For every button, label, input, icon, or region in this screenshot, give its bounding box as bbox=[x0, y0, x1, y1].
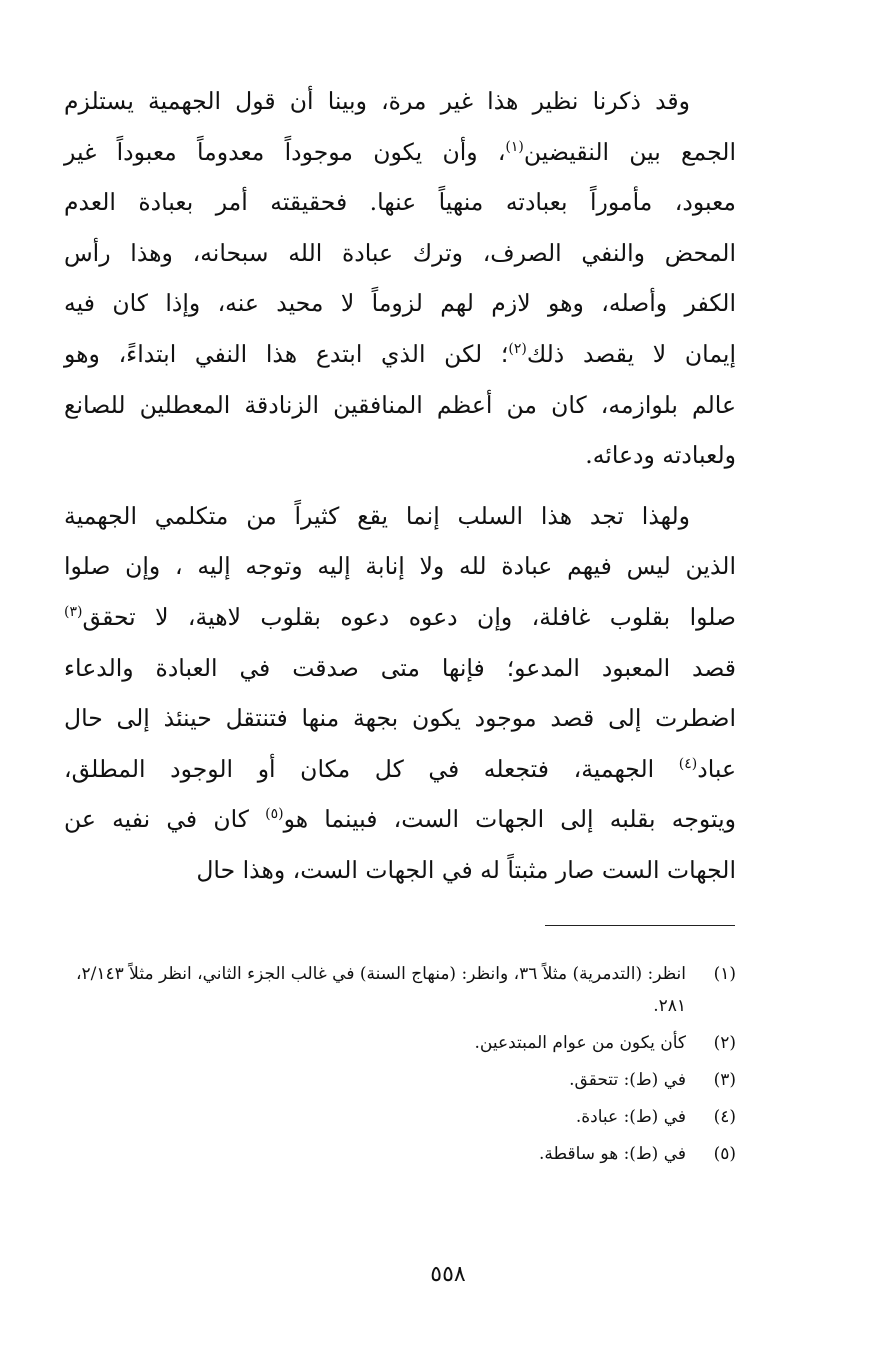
footnote bbox=[64, 1101, 736, 1133]
text-line: اضطرت إلى قصد موجود يكون بجهة منها فتنتقل حينئذ إلى حال bbox=[64, 704, 736, 733]
text-line: ولهذا تجد هذا السلب إنما يقع كثيراً من متكلمي الجهمية bbox=[64, 501, 690, 530]
footnotes bbox=[64, 958, 736, 1175]
footnote-text: انظر: (التدمرية) مثلاً ٣٦، وانظر: (منهاج السنة) في غالب الجزء الثاني، انظر مثلاً ٢/١٤٣، ٢٨١. bbox=[76, 964, 686, 1016]
footnote-marker: (٣) bbox=[64, 603, 83, 620]
text-line: ولعبادته ودعائه. bbox=[585, 441, 736, 470]
text-segment: ، وأن يكون موجوداً معدوماً معبوداً غير bbox=[64, 137, 506, 166]
footnote-separator bbox=[545, 925, 735, 926]
text-line bbox=[64, 744, 736, 795]
text-line bbox=[64, 592, 736, 643]
text-segment: إيمان لا يقصد ذلك bbox=[526, 339, 736, 368]
footnote bbox=[64, 1064, 736, 1096]
footnote-text: في (ط): هو ساقطة. bbox=[539, 1144, 686, 1164]
text-segment: ويتوجه بقلبه إلى الجهات الست، فبينما هو bbox=[283, 805, 736, 834]
text-segment: الجهمية، فتجعله في كل مكان أو الوجود المطلق، bbox=[64, 754, 679, 783]
footnote-marker: (٤) bbox=[678, 755, 698, 772]
footnote-marker: (١) bbox=[505, 138, 524, 155]
footnote-number: (٤) bbox=[713, 1107, 736, 1127]
text-segment: صلوا بقلوب غافلة، وإن دعوه دعوه بقلوب لاهية، لا تحقق bbox=[82, 602, 736, 631]
footnote-text: في (ط): تتحقق. bbox=[569, 1070, 686, 1090]
text-line: الجهات الست صار مثبتاً له في الجهات الست، وهذا حال bbox=[196, 855, 736, 884]
footnote-number: (٥) bbox=[713, 1144, 736, 1164]
text-line bbox=[64, 794, 736, 845]
footnote-marker: (٢) bbox=[508, 340, 527, 357]
footnote-marker: (٥) bbox=[265, 806, 284, 823]
text-segment: كان في نفيه عن bbox=[64, 805, 266, 834]
text-line: عالم بلوازمه، كان من أعظم المنافقين الزنادقة المعطلين للصانع bbox=[64, 390, 736, 419]
footnote-number: (٢) bbox=[713, 1033, 736, 1053]
text-segment: عباد bbox=[697, 754, 736, 783]
text-segment: ؛ لكن الذي ابتدع هذا النفي ابتداءً، وهو bbox=[64, 339, 509, 368]
footnote bbox=[64, 958, 736, 1022]
text-line: الذين ليس فيهم عبادة لله ولا إنابة إليه وتوجه إليه ، وإن صلوا bbox=[64, 552, 736, 581]
footnote-text: كأن يكون من عوام المبتدعين. bbox=[474, 1033, 686, 1053]
main-text bbox=[64, 76, 736, 896]
text-line: المحض والنفي الصرف، وترك عبادة الله سبحانه، وهذا رأس bbox=[64, 238, 736, 267]
footnote bbox=[64, 1138, 736, 1170]
paragraph-2 bbox=[64, 491, 736, 896]
footnote-number: (٣) bbox=[713, 1070, 736, 1090]
footnote-number: (١) bbox=[713, 964, 736, 984]
paragraph-1 bbox=[64, 76, 736, 481]
text-line: معبود، مأموراً بعبادته منهياً عنها. فحقيقته أمر بعبادة العدم bbox=[64, 188, 736, 217]
page-number: ٥٥٨ bbox=[430, 1262, 466, 1287]
text-line: قصد المعبود المدعو؛ فإنها متى صدقت في العبادة والدعاء bbox=[64, 653, 736, 682]
footnote bbox=[64, 1027, 736, 1059]
text-line bbox=[64, 127, 736, 178]
text-line: وقد ذكرنا نظير هذا غير مرة، وبينا أن قول الجهمية يستلزم bbox=[64, 87, 690, 115]
footnote-text: في (ط): عبادة. bbox=[575, 1107, 686, 1127]
text-line bbox=[64, 329, 736, 380]
text-line: الكفر وأصله، وهو لازم لهم لزوماً لا محيد عنه، وإذا كان فيه bbox=[64, 289, 736, 318]
text-segment: الجمع بين النقيضين bbox=[523, 137, 736, 166]
